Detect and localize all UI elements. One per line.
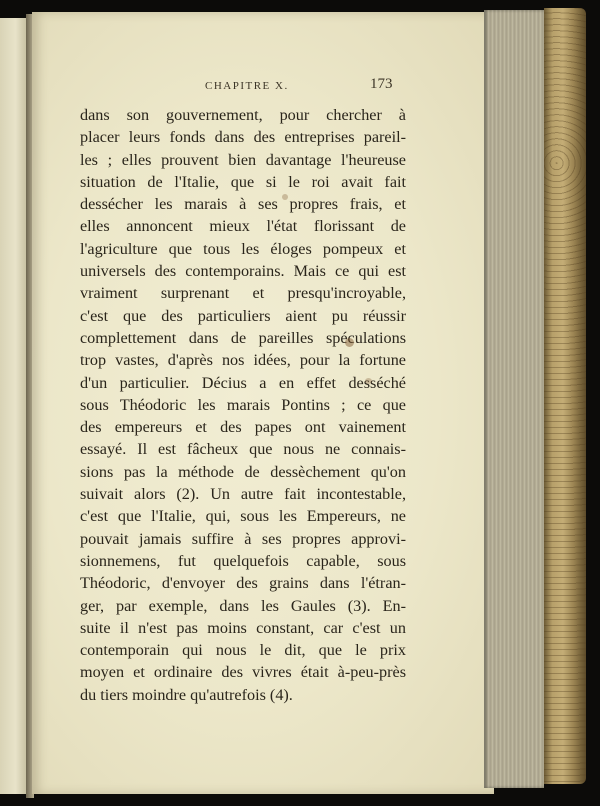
text-line: universels des contemporains. Mais ce qui est (80, 262, 406, 281)
text-line: Théodoric, d'envoyer des grains dans l'étran- (80, 574, 406, 593)
text-line: suite il n'est pas moins constant, car c'est un (80, 618, 406, 637)
text-line: sous Théodoric les marais Pontins ; ce que (80, 395, 406, 414)
book-cover-edge (544, 8, 586, 784)
text-line: des empereurs et des papes ont vainement (80, 418, 406, 437)
paper-stain (282, 194, 288, 200)
text-line: l'agriculture que tous les éloges pompeux et (80, 239, 406, 258)
text-line: sionnemens, fut quelquefois capable, sous (80, 551, 406, 570)
text-line: placer leurs fonds dans des entreprises pareil- (80, 128, 406, 147)
text-line: contemporain qui nous le dit, que le prix (80, 641, 406, 660)
body-text (80, 104, 406, 706)
text-line: d'un particulier. Décius a en effet desséché (80, 373, 406, 392)
text-line: c'est que des particuliers aient pu réussir (80, 306, 406, 325)
text-line: du tiers moindre qu'autrefois (4). (80, 685, 293, 704)
facing-page-edge (0, 18, 28, 794)
paper-stain (365, 378, 372, 384)
text-line: essayé. Il est fâcheux que nous ne connais- (80, 440, 406, 459)
chapter-title: CHAPITRE X. (205, 80, 289, 92)
text-line: ger, par exemple, dans les Gaules (3). En- (80, 596, 406, 615)
text-line: sions pas la méthode de dessèchement qu'on (80, 462, 406, 481)
page-number: 173 (370, 76, 393, 92)
text-line: trop vastes, d'après nos idées, pour la fortune (80, 351, 406, 370)
text-line: les ; elles prouvent bien davantage l'heureuse (80, 150, 406, 169)
text-line: dans son gouvernement, pour chercher à (80, 106, 406, 124)
text-line: moyen et ordinaire des vivres était à-peu-près (80, 663, 406, 682)
text-line: pouvait jamais suffire à ses propres approvi- (80, 529, 406, 548)
text-line: situation de l'Italie, que si le roi avait fait (80, 172, 406, 191)
page-stack-edge (484, 10, 544, 788)
text-line: elles annoncent mieux l'état florissant de (80, 217, 406, 236)
paper-stain (345, 338, 354, 347)
text-line: dessécher les marais à ses propres frais, et (80, 195, 406, 214)
text-line: suivait alors (2). Un autre fait incontestable, (80, 485, 406, 504)
text-line: c'est que l'Italie, qui, sous les Empereurs, ne (80, 507, 406, 526)
text-line: complettement dans de pareilles spéculations (80, 328, 406, 347)
running-head (0, 76, 600, 98)
text-line: vraiment surprenant et presqu'incroyable, (80, 284, 406, 303)
